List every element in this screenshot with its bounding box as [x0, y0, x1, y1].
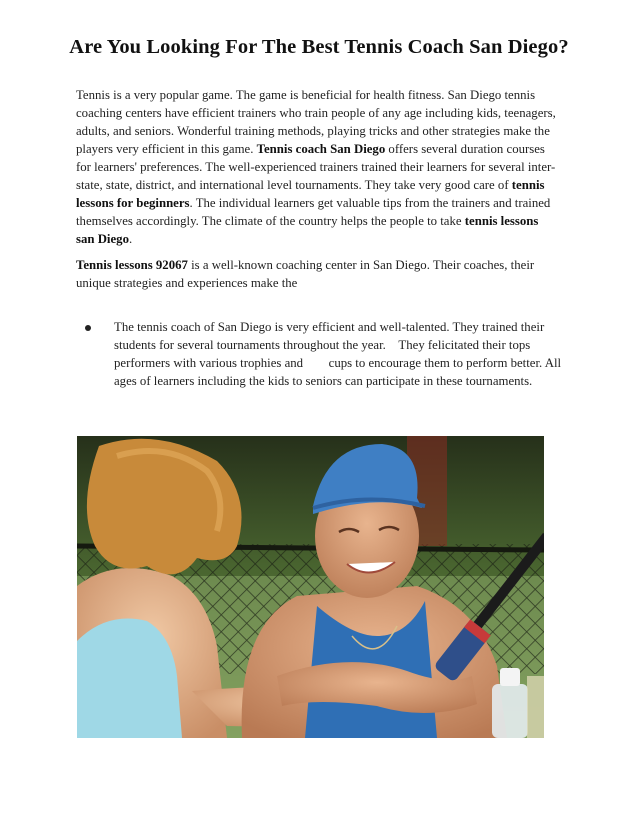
keyword-tennis-lessons-92067: Tennis lessons 92067	[76, 258, 188, 272]
intro-paragraph	[76, 86, 560, 248]
document-title: Are You Looking For The Best Tennis Coach San Diego?	[69, 36, 569, 58]
bullet-text: The tennis coach of San Diego is very efficient and well-talented. They trained their students for several tournaments throughout the year. They felicitated their tops performers with various trophies and cups to encourage them to perform better. All ages of learners including the kids to seniors can participate in these tournaments.	[114, 320, 565, 388]
photo-illustration	[77, 436, 544, 738]
keyword-tennis-coach-san-diego: Tennis coach San Diego	[256, 142, 386, 156]
bullet-dot-icon	[85, 325, 91, 331]
keyword-tennis-lessons-san-diego: tennis lessons san Diego	[76, 214, 539, 246]
intro-text-3: . The individual learners get valuable tips from the trainers and trained themselves accordingly. The climate of the country helps the people to take	[76, 196, 551, 228]
intro-text-4: .	[128, 232, 133, 246]
intro-text-2: offers several duration courses for learners' preferences. The well-experienced trainers trained their learners for several inter-state, state, district, and international level tournaments. They take very good care of	[76, 142, 556, 192]
second-paragraph	[76, 256, 560, 292]
intro-text-1: Tennis is a very popular game. The game is beneficial for health fitness. San Diego tennis coaching centers have efficient trainers who train people of any age including kids, teenagers, adults, and seniors. Wonderful training methods, playing tricks and other strategies make the players very efficient in this game.	[76, 88, 556, 156]
bullet-list	[76, 318, 566, 390]
keyword-tennis-lessons-for-beginners: tennis lessons for beginners	[76, 178, 545, 210]
list-item	[76, 318, 566, 390]
tennis-coach-photo	[77, 436, 544, 738]
second-paragraph-text: is a well-known coaching center in San Diego. Their coaches, their unique strategies and experiences make the	[76, 258, 535, 290]
